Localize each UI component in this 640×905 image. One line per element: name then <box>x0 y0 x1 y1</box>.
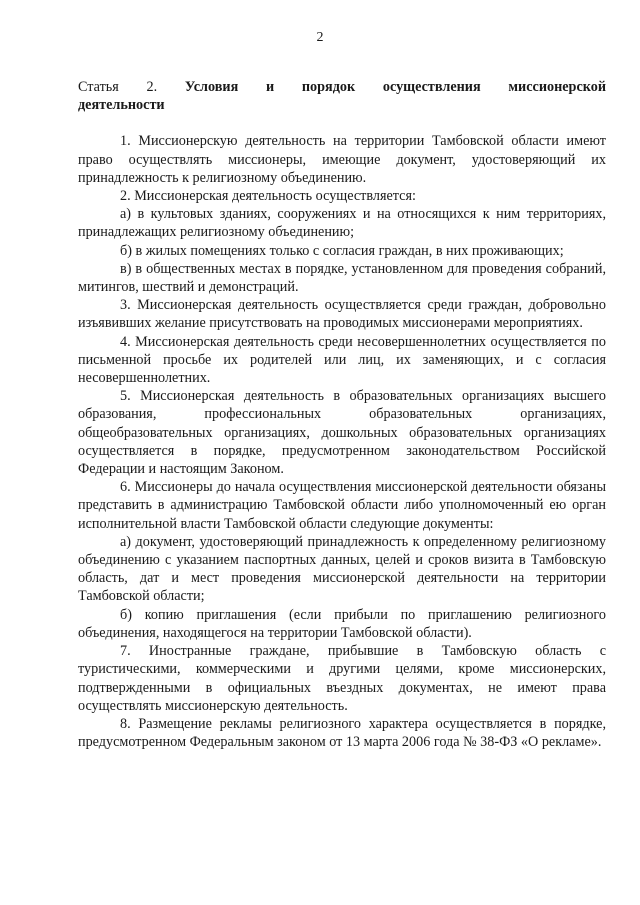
article-heading-line2 <box>78 96 606 114</box>
paragraph-6b: б) копию приглашения (если прибыли по приглашению религиозного объединения, находящегося на территории Тамбовской области). <box>78 606 606 641</box>
page-number: 2 <box>316 30 324 45</box>
paragraph-3: 3. Миссионерская деятельность осуществляется среди граждан, добровольно изъявивших желание присутствовать на проводимых миссионерами мероприятиях. <box>78 297 606 332</box>
article-title-line2: деятельности <box>78 97 165 114</box>
paragraph-2a: а) в культовых зданиях, сооружениях и на относящихся к ним территориях, принадлежащих религиозному объединению; <box>78 206 606 241</box>
paragraph-2: 2. Миссионерская деятельность осуществляется: <box>120 188 416 205</box>
paragraph-6a: а) документ, удостоверяющий принадлежность к определенному религиозному объединению с указанием паспортных данных, целей и сроков визита в Тамбовскую область, дат и мест проведения миссионерской деятельности на территории Тамбовской области; <box>78 533 606 605</box>
document-body <box>78 78 606 751</box>
article-prefix: Статья 2. <box>78 79 158 95</box>
paragraph-1: 1. Миссионерскую деятельность на территории Тамбовской области имеют право осуществлять миссионеры, имеющие документ, удостоверяющий их принадлежность к религиозному объединению. <box>78 133 606 186</box>
paragraph-4: 4. Миссионерская деятельность среди несовершеннолетних осуществляется по письменной просьбе их родителей или лиц, их заменяющих, и с согласия несовершеннолетних. <box>78 333 606 387</box>
article-heading <box>78 78 606 96</box>
paragraph-2b: б) в жилых помещениях только с согласия граждан, в них проживающих; <box>120 242 564 259</box>
paragraph-6: 6. Миссионеры до начала осуществления миссионерской деятельности обязаны представить в администрацию Тамбовской области либо уполномоченный ею орган исполнительной власти Тамбовской области следующие документы: <box>78 479 606 532</box>
paragraph-5: 5. Миссионерская деятельность в образовательных организациях высшего образования, профессиональных образовательных организациях, общеобразовательных организациях, дошкольных образовательных организациях осуществляется в порядке, предусмотренном законодательством Российской Федерации и настоящим Законом. <box>78 388 606 478</box>
paragraph-7: 7. Иностранные граждане, прибывшие в Тамбовскую область с туристическими, коммерческими и другими целями, кроме миссионерских, подтвержденными в официальных въездных документах, не имеют права осуществлять миссионерскую деятельность. <box>78 643 606 714</box>
paragraph-2c: в) в общественных местах в порядке, установленном для проведения собраний, митингов, шествий и демонстраций. <box>78 260 606 296</box>
article-title-line1: Условия и порядок осуществления миссионерской <box>184 79 606 95</box>
paragraph-8: 8. Размещение рекламы религиозного характера осуществляется в порядке, предусмотренном Федеральным законом от 13 марта 2006 года № 38-ФЗ «О рекламе». <box>78 715 606 751</box>
